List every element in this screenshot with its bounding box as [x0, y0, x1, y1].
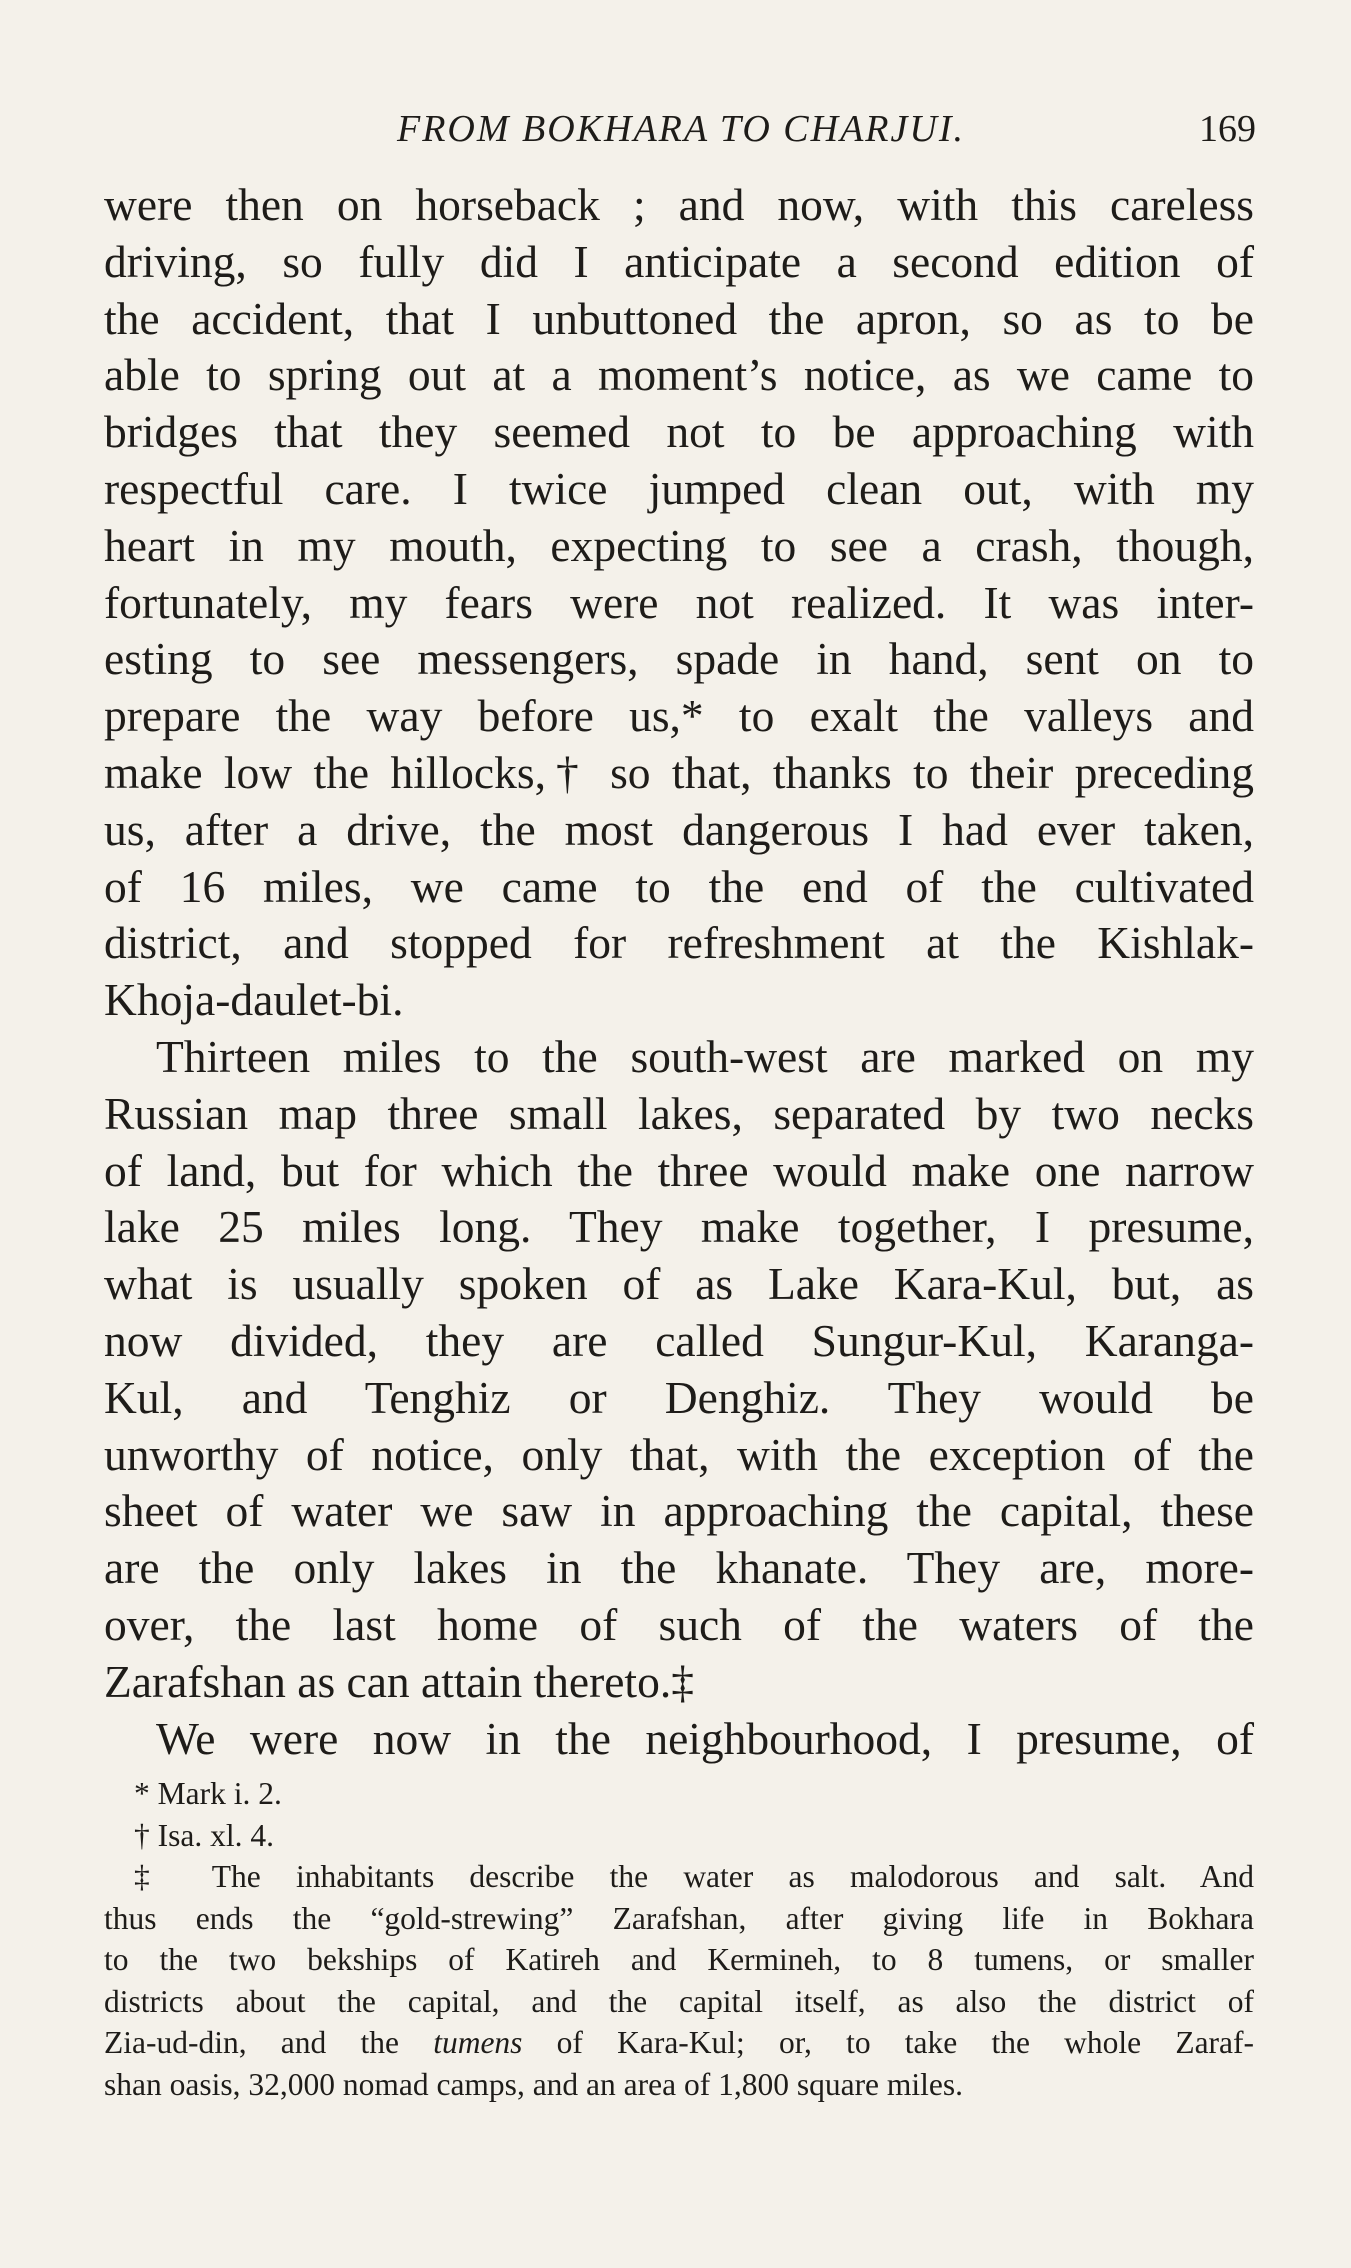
footnote-line: to the two bekships of Katireh and Kermineh, to 8 tumens, or smaller: [104, 1942, 1254, 1977]
text-line: Kul, and Tenghiz or Denghiz. They would be: [104, 1371, 1254, 1423]
text-line: lake 25 miles long. They make together, I presume,: [104, 1201, 1254, 1253]
text-line: us, after a drive, the most dangerous I had ever taken,: [104, 803, 1254, 855]
text-line: over, the last home of such of the waters of the: [104, 1598, 1254, 1650]
text-line: make low the hillocks,† so that, thanks to their preceding: [104, 746, 1254, 798]
text-line: respectful care. I twice jumped clean out, with my: [104, 462, 1254, 514]
text-line: Zarafshan as can attain thereto.‡: [104, 1655, 694, 1707]
text-line: driving, so fully did I anticipate a second edition of: [104, 235, 1254, 287]
footnote-1: * Mark i. 2.: [134, 1776, 282, 1811]
text-line: bridges that they seemed not to be approaching with: [104, 406, 1254, 458]
footnote-italic-word: tumens: [433, 2025, 523, 2060]
text-line: We were now in the neighbourhood, I presume, of: [156, 1712, 1254, 1764]
text-line: sheet of water we saw in approaching the capital, these: [104, 1485, 1254, 1537]
text-line: what is usually spoken of as Lake Kara-Kul, but, as: [104, 1258, 1254, 1310]
footnote-3: [104, 1856, 1254, 2105]
text-line: now divided, they are called Sungur-Kul, Karanga-: [104, 1314, 1254, 1366]
running-title: FROM BOKHARA TO CHARJUI.: [397, 108, 965, 150]
paragraph-1: [104, 177, 1254, 1029]
paragraph-2: [104, 1029, 1254, 1711]
body-text: [104, 177, 1254, 1767]
running-head: [106, 104, 1256, 154]
text-line: district, and stopped for refreshment at the Kishlak-: [104, 917, 1254, 969]
footnote-line: [104, 2022, 1254, 2064]
paragraph-3: [104, 1711, 1254, 1768]
footnotes: [104, 1773, 1254, 2105]
text-line: of 16 miles, we came to the end of the cultivated: [104, 860, 1254, 912]
text-line: the accident, that I unbuttoned the apron, so as to be: [104, 292, 1254, 344]
footnote-line: ‡ The inhabitants describe the water as malodorous and salt. And: [134, 1859, 1254, 1894]
text-line: are the only lakes in the khanate. They are, more-: [104, 1542, 1254, 1594]
footnote-text: Zia-ud-din, and the: [104, 2025, 434, 2060]
text-line: fortunately, my fears were not realized. It was inter-: [104, 576, 1254, 628]
text-line: heart in my mouth, expecting to see a crash, though,: [104, 519, 1254, 571]
page-number: 169: [1199, 108, 1256, 150]
text-line: prepare the way before us,* to exalt the valleys and: [104, 690, 1254, 742]
text-line: esting to see messengers, spade in hand, sent on to: [104, 633, 1254, 685]
text-line: unworthy of notice, only that, with the exception of the: [104, 1428, 1254, 1480]
footnote-line: thus ends the “gold-strewing” Zarafshan, after giving life in Bokhara: [104, 1900, 1254, 1936]
text-line: were then on horseback ; and now, with this careless: [104, 179, 1254, 230]
text-line: able to spring out at a moment’s notice, as we came to: [104, 349, 1254, 401]
footnote-text: of Kara-Kul; or, to take the whole Zaraf-: [522, 2025, 1255, 2060]
text-line: Russian map three small lakes, separated by two necks: [104, 1087, 1254, 1139]
text-line: of land, but for which the three would make one narrow: [104, 1144, 1254, 1196]
footnote-2: † Isa. xl. 4.: [134, 1817, 274, 1853]
footnote-line: districts about the capital, and the capital itself, as also the district of: [104, 1983, 1254, 2019]
text-line: Thirteen miles to the south-west are marked on my: [156, 1030, 1254, 1082]
text-line: Khoja-daulet-bi.: [104, 974, 404, 1026]
footnote-line: shan oasis, 32,000 nomad camps, and an area of 1,800 square miles.: [104, 2066, 964, 2102]
